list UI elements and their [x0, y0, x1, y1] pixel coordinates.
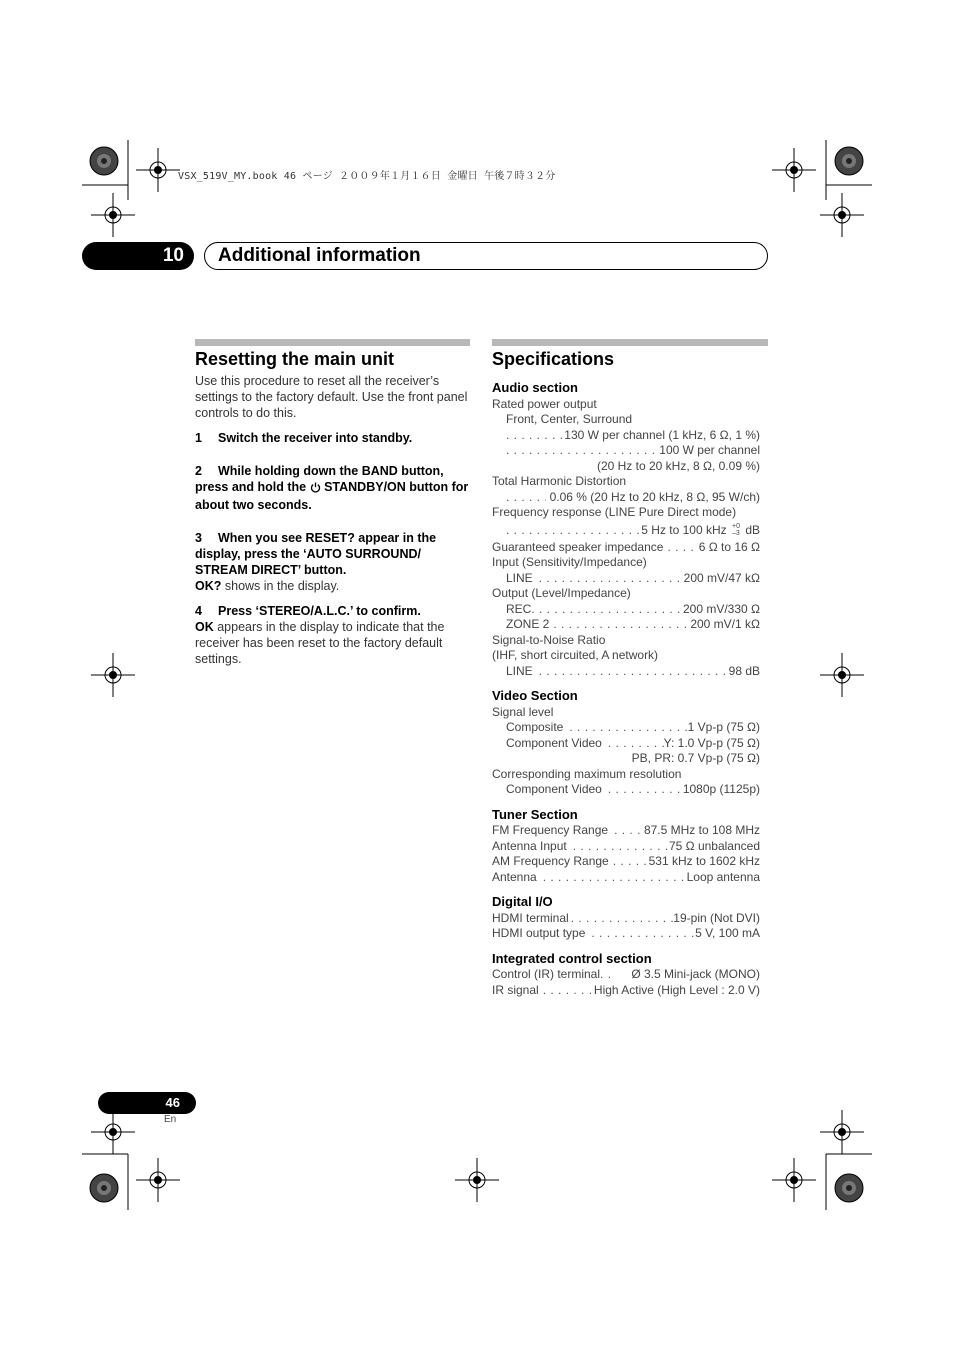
spec-row: . . . 100 W per channel [492, 443, 760, 459]
spec-row: HDMI output type . . . 5 V, 100 mA [492, 926, 760, 942]
spec-label: Frequency response (LINE Pure Direct mode) [492, 505, 737, 519]
digital-heading: Digital I/O [492, 894, 553, 909]
spec-row: Antenna Input . . . 75 Ω unbalanced [492, 839, 760, 855]
spec-row: Component Video . . . 1080p (1125p) [492, 782, 760, 798]
spec-row: REC . . . 200 mV/330 Ω [492, 602, 760, 618]
spec-label: Input (Sensitivity/Impedance) [492, 555, 647, 569]
spec-row: . . . 0.06 % (20 Hz to 20 kHz, 8 Ω, 95 W/ch) [492, 490, 760, 506]
reset-title: Resetting the main unit [195, 349, 395, 369]
spec-label: Front, Center, Surround [506, 412, 633, 426]
section-bar [195, 339, 470, 346]
spec-row: HDMI terminal . . . 19-pin (Not DVI) [492, 911, 760, 927]
specs-list [492, 380, 760, 998]
step-2: 2 While holding down the BAND button, press and hold the STANDBY/ON button for about two seconds. [195, 464, 469, 512]
chapter-title: Additional information [204, 242, 768, 270]
spec-label: Signal level [492, 704, 554, 719]
control-heading: Integrated control section [492, 950, 652, 966]
tolerance: +0 –3 [731, 523, 740, 538]
step-3: 3 When you see RESET? appear in the display, press the ‘AUTO SURROUND/ STREAM DIRECT’ button. [195, 531, 437, 577]
spec-row: AM Frequency Range . . . 531 kHz to 1602 kHz [492, 854, 760, 870]
spec-row: Guaranteed speaker impedance . . . 6 Ω to 16 Ω [492, 540, 760, 556]
reset-intro: Use this procedure to reset all the receiver’s settings to the factory default. Use the front panel controls to do this. [195, 374, 468, 420]
step-4-note: OK appears in the display to indicate that the receiver has been reset to the factory default settings. [195, 620, 445, 666]
language-code: En [164, 1114, 177, 1125]
spec-row: . . . 130 W per channel (1 kHz, 6 Ω, 1 %) [492, 428, 760, 444]
step-1: 1 Switch the receiver into standby. [195, 431, 413, 445]
spec-label: Output (Level/Impedance) [492, 586, 631, 600]
spec-row: Component Video . . . Y: 1.0 Vp-p (75 Ω) [492, 736, 760, 752]
power-icon [310, 481, 321, 497]
spec-label: Corresponding maximum resolution [492, 766, 682, 781]
spec-row [492, 521, 760, 540]
specs-title: Specifications [492, 349, 615, 369]
spec-label: Rated power output [492, 396, 597, 411]
spec-row: LINE . . . 98 dB [492, 664, 760, 680]
spec-value: PB, PR: 0.7 Vp-p (75 Ω) [631, 751, 760, 765]
step-3-note: OK? shows in the display. [195, 579, 340, 593]
spec-row: Antenna . . . Loop antenna [492, 870, 760, 886]
page-number-badge: 46 [98, 1092, 196, 1114]
spec-row: Composite . . . 1 Vp-p (75 Ω) [492, 720, 760, 736]
step-4: 4 Press ‘STEREO/A.L.C.’ to confirm. [195, 604, 421, 618]
book-file-line: VSX_519V_MY.book 46 ページ ２００９年１月１６日 金曜日 午後７時３２分 [178, 171, 556, 182]
reset-section [195, 339, 470, 667]
audio-heading: Audio section [492, 380, 578, 395]
spec-value: (20 Hz to 20 kHz, 8 Ω, 0.09 %) [596, 458, 760, 473]
spec-label: Signal-to-Noise Ratio [492, 632, 606, 647]
spec-row: LINE . . . 200 mV/47 kΩ [492, 571, 760, 587]
section-bar [492, 339, 768, 346]
spec-row: Control (IR) terminal . . . Ø 3.5 Mini-jack (MONO) [492, 967, 760, 983]
star-target-icon [90, 147, 118, 175]
chapter-number-badge: 10 [82, 242, 194, 270]
spec-row: FM Frequency Range . . . 87.5 MHz to 108 MHz [492, 823, 760, 839]
spec-label: (IHF, short circuited, A network) [492, 648, 659, 662]
spec-row: IR signal . . . High Active (High Level : 2.0 V) [492, 983, 760, 999]
spec-label: Total Harmonic Distortion [492, 474, 627, 488]
spec-value: 5 Hz to 100 kHz +0 –3 dB [641, 522, 760, 538]
tuner-heading: Tuner Section [492, 806, 578, 822]
video-heading: Video Section [492, 688, 578, 703]
spec-row: ZONE 2 . . . 200 mV/1 kΩ [492, 617, 760, 633]
specifications-section [492, 339, 768, 998]
